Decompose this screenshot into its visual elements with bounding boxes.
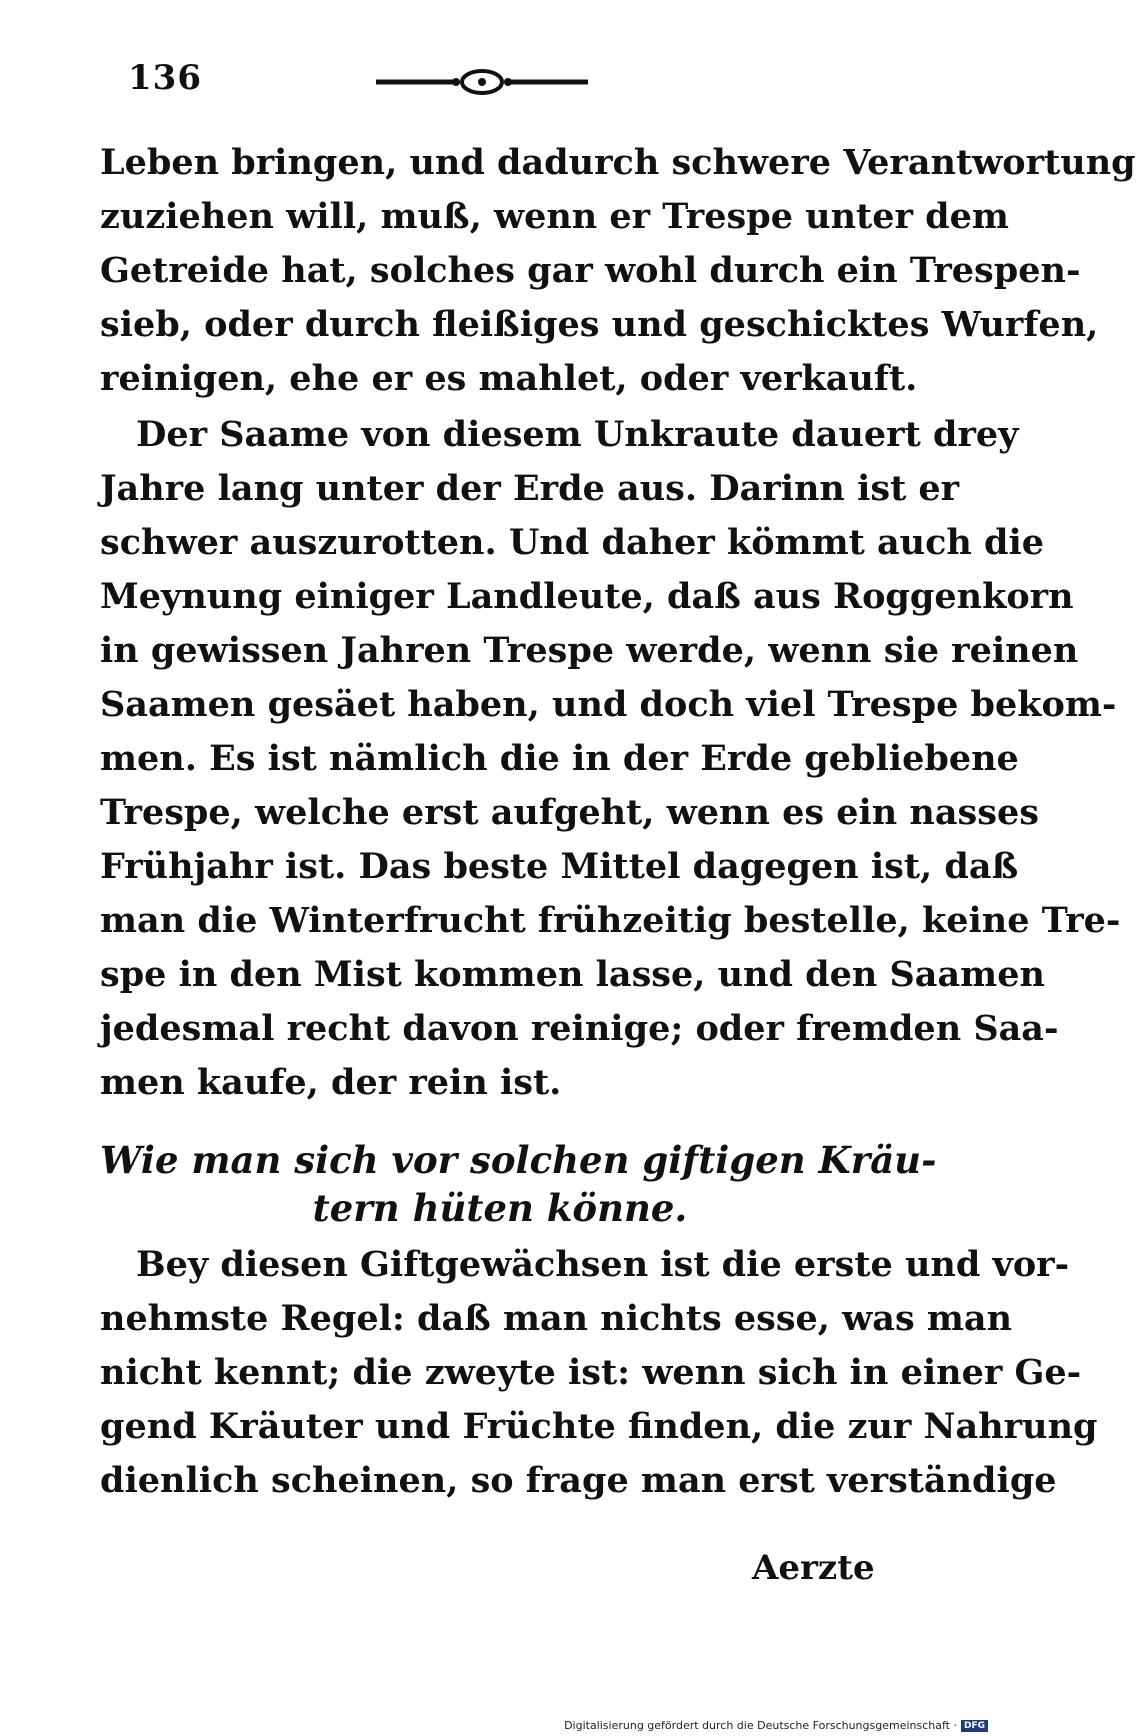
text-line: Saamen gesäet haben, und doch viel Trespe bekom- — [100, 684, 1117, 725]
paragraph-3 — [100, 1238, 1098, 1508]
heading-line: tern hüten könne. — [312, 1186, 688, 1230]
text-line: Trespe, welche erst aufgeht, wenn es ein nasses — [100, 792, 1039, 833]
text-line: dienlich scheinen, so frage man erst verständige — [100, 1460, 1057, 1501]
digitization-credit — [564, 1719, 988, 1732]
text-line: zuziehen will, muß, wenn er Trespe unter dem — [100, 196, 1009, 237]
text-line: Meynung einiger Landleute, daß aus Roggenkorn — [100, 576, 1074, 617]
text-line: nehmste Regel: daß man nichts esse, was man — [100, 1298, 1013, 1339]
text-line: gend Kräuter und Früchte finden, die zur Nahrung — [100, 1406, 1098, 1447]
text-line: Jahre lang unter der Erde aus. Darinn ist er — [100, 468, 960, 509]
text-line: Frühjahr ist. Das beste Mittel dagegen ist, daß — [100, 846, 1019, 887]
text-line: Getreide hat, solches gar wohl durch ein Trespen- — [100, 250, 1081, 291]
text-line: Der Saame von diesem Unkraute dauert drey — [136, 414, 1019, 455]
text-line: man die Winterfrucht frühzeitig bestelle, keine Tre- — [100, 900, 1121, 941]
text-line: in gewissen Jahren Trespe werde, wenn sie reinen — [100, 630, 1079, 671]
footer-text: Digitalisierung gefördert durch die Deutsche Forschungsgemeinschaft · — [564, 1719, 957, 1732]
text-line: nicht kennt; die zweyte ist: wenn sich in einer Ge- — [100, 1352, 1082, 1393]
text-line: men. Es ist nämlich die in der Erde gebliebene — [100, 738, 1019, 779]
text-line: Leben bringen, und dadurch schwere Verantwortung — [100, 142, 1136, 183]
text-line: reinigen, ehe er es mahlet, oder verkauft. — [100, 358, 918, 399]
decorative-rule-icon — [372, 62, 592, 102]
dfg-logo-icon: DFG — [961, 1720, 988, 1732]
paragraph-2 — [100, 408, 1121, 1110]
text-line: men kaufe, der rein ist. — [100, 1062, 562, 1103]
text-line: sieb, oder durch fleißiges und geschicktes Wurfen, — [100, 304, 1099, 345]
text-line: Bey diesen Giftgewächsen ist die erste und vor- — [136, 1244, 1070, 1285]
text-line: schwer auszurotten. Und daher kömmt auch die — [100, 522, 1045, 563]
page-number: 136 — [128, 58, 202, 98]
text-line: spe in den Mist kommen lasse, und den Saamen — [100, 954, 1045, 995]
paragraph-1 — [100, 136, 1136, 406]
heading-line: Wie man sich vor solchen giftigen Kräu- — [100, 1138, 937, 1182]
catchword: Aerzte — [752, 1548, 875, 1588]
text-line: jedesmal recht davon reinige; oder fremden Saa- — [100, 1008, 1059, 1049]
section-heading — [100, 1136, 937, 1232]
